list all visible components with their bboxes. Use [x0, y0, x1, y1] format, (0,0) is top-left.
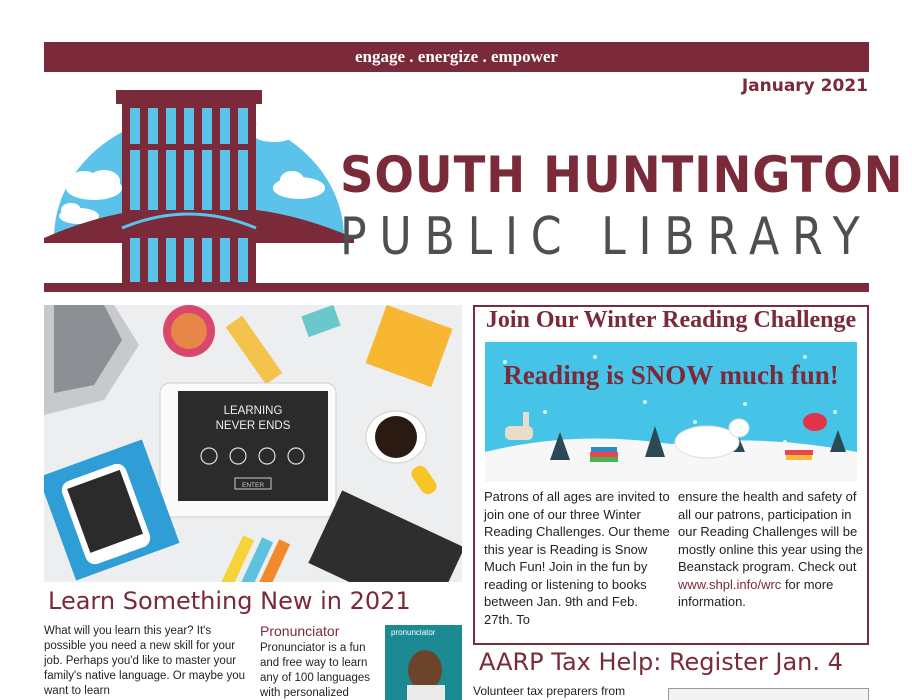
pronunciator-heading: Pronunciator	[260, 623, 340, 639]
feature-photo	[44, 305, 462, 582]
winter-reading-col1: Patrons of all ages are invited to join one of our three Winter Reading Challenges. Our theme this year is Reading is Snow Much Fun! Join in the fun by reading or listening to books between Jan. 9th and Feb. 27th. To	[484, 489, 670, 627]
pronunciator-body: Pronunciator is a fun and free way to learn any of 100 languages with personalized	[260, 642, 370, 699]
winter-reading-title: Join Our Winter Reading Challenge	[485, 307, 857, 333]
learn-section-title: Learn Something New in 2021	[48, 587, 411, 615]
col2-tail: for more information.	[678, 576, 834, 609]
tablet-enter-label: ENTER	[241, 482, 265, 489]
tablet-text-1: LEARNING	[223, 405, 283, 417]
tablet-text-2: NEVER ENDS	[215, 420, 291, 432]
wrc-link[interactable]: www.shpl.info/wrc	[678, 576, 782, 592]
pronunciator-cover-image	[385, 625, 462, 700]
library-name-line1: SOUTH HUNTINGTON	[340, 146, 904, 204]
library-logo	[44, 88, 354, 288]
pronunciator-cover-label: pronunciator	[391, 628, 436, 637]
aarp-section-title: AARP Tax Help: Register Jan. 4	[479, 648, 843, 676]
tagline-bar	[44, 42, 869, 72]
library-name-line2: PUBLIC LIBRARY	[340, 207, 873, 267]
aarp-section-body: Volunteer tax preparers from	[473, 684, 626, 698]
banner-text: Reading is SNOW much fun!	[503, 360, 839, 390]
aarp-image	[668, 688, 869, 700]
tagline-text: engage . energize . empower	[355, 47, 558, 66]
issue-date: January 2021	[741, 76, 868, 96]
learn-section-body: What will you learn this year? It's possible you need a new skill for your job. Perhaps you'd like to master your family's native language. Or maybe you want to learn	[44, 625, 245, 697]
winter-reading-banner	[485, 342, 857, 482]
col2-text: ensure the health and safety of all our patrons, participation in our Reading Challenges will be mostly online this year using the Beanstack program. Check out	[678, 489, 863, 574]
masthead-rule	[44, 283, 869, 292]
winter-reading-col2	[678, 488, 864, 611]
